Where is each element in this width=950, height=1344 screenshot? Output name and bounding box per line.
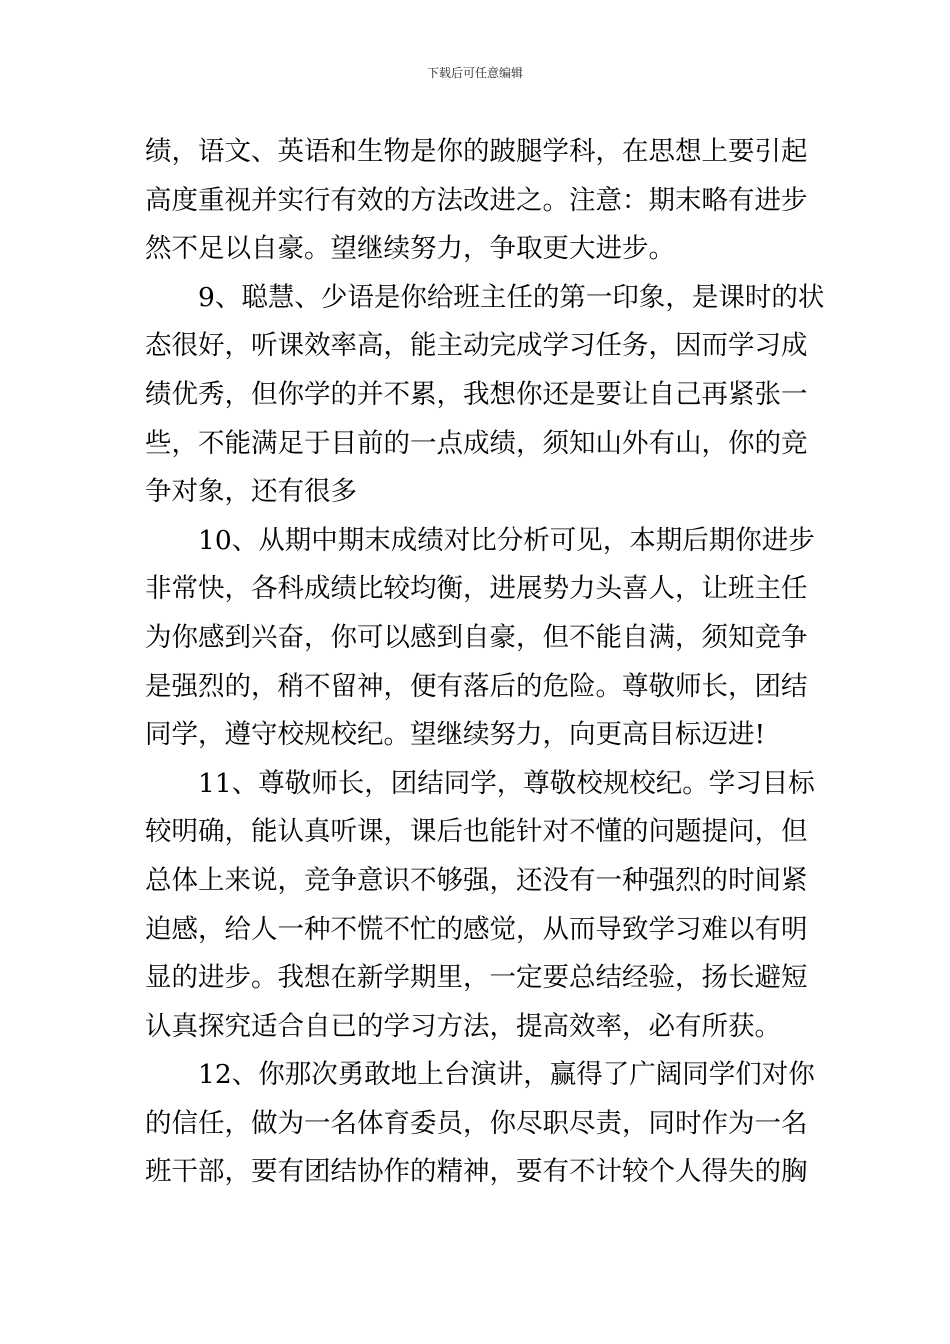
text-line: 绩优秀，但你学的并不累，我想你还是要让自己再紧张一 [145,378,808,410]
text-line: 总体上来说，竞争意识不够强，还没有一种强烈的时间紧 [145,864,808,896]
text-line: 争对象，还有很多 [145,476,357,508]
text-line: 态很好，听课效率高，能主动完成学习任务，因而学习成 [145,330,808,362]
paragraph [145,1051,815,1197]
text-line: 12、你那次勇敢地上台演讲，赢得了广阔同学们对你 [198,1059,815,1091]
text-line: 些，不能满足于目前的一点成绩，须知山外有山，你的竞 [145,427,808,459]
page-header: 下载后可任意编辑 [426,66,523,80]
text-line: 较明确，能认真听课，课后也能针对不懂的问题提问，但 [145,816,808,848]
text-line: 迫感，给人一种不慌不忙的感觉，从而导致学习难以有明 [145,913,808,945]
text-line: 非常快，各科成绩比较均衡，进展势力头喜人，让班主任 [145,573,808,605]
text-line: 10、从期中期末成绩对比分析可见，本期后期你进步 [198,524,815,556]
text-line: 同学，遵守校规校纪。望继续努力，向更高目标迈进! [145,719,766,751]
text-line: 是强烈的，稍不留神，便有落后的危险。尊敬师长，团结 [145,670,808,702]
text-line: 班干部，要有团结协作的精神，要有不计较个人得失的胸 [145,1156,808,1188]
text-line: 高度重视并实行有效的方法改进之。注意：期末略有进步 [145,184,808,216]
document-body [145,128,825,1197]
text-line: 绩，语文、英语和生物是你的跛腿学科，在思想上要引起 [145,136,808,167]
paragraph [145,760,815,1052]
text-line: 显的进步。我想在新学期里，一定要总结经验，扬长避短 [145,962,808,994]
text-line: 11、尊敬师长，团结同学，尊敬校规校纪。学习目标 [198,767,815,799]
text-line: 为你感到兴奋，你可以感到自豪，但不能自满，须知竞争 [145,621,808,653]
text-line: 认真探究适合自已的学习方法，提高效率，必有所获。 [145,1010,781,1042]
text-line: 9、聪慧、少语是你给班主任的第一印象，是课时的状 [198,281,825,313]
text-line: 然不足以自豪。望继续努力，争取更大进步。 [145,233,675,265]
paragraph [145,517,815,760]
paragraph [145,128,809,274]
paragraph [145,274,825,517]
text-line: 的信任，做为一名体育委员，你尽职尽责，同时作为一名 [145,1107,808,1139]
